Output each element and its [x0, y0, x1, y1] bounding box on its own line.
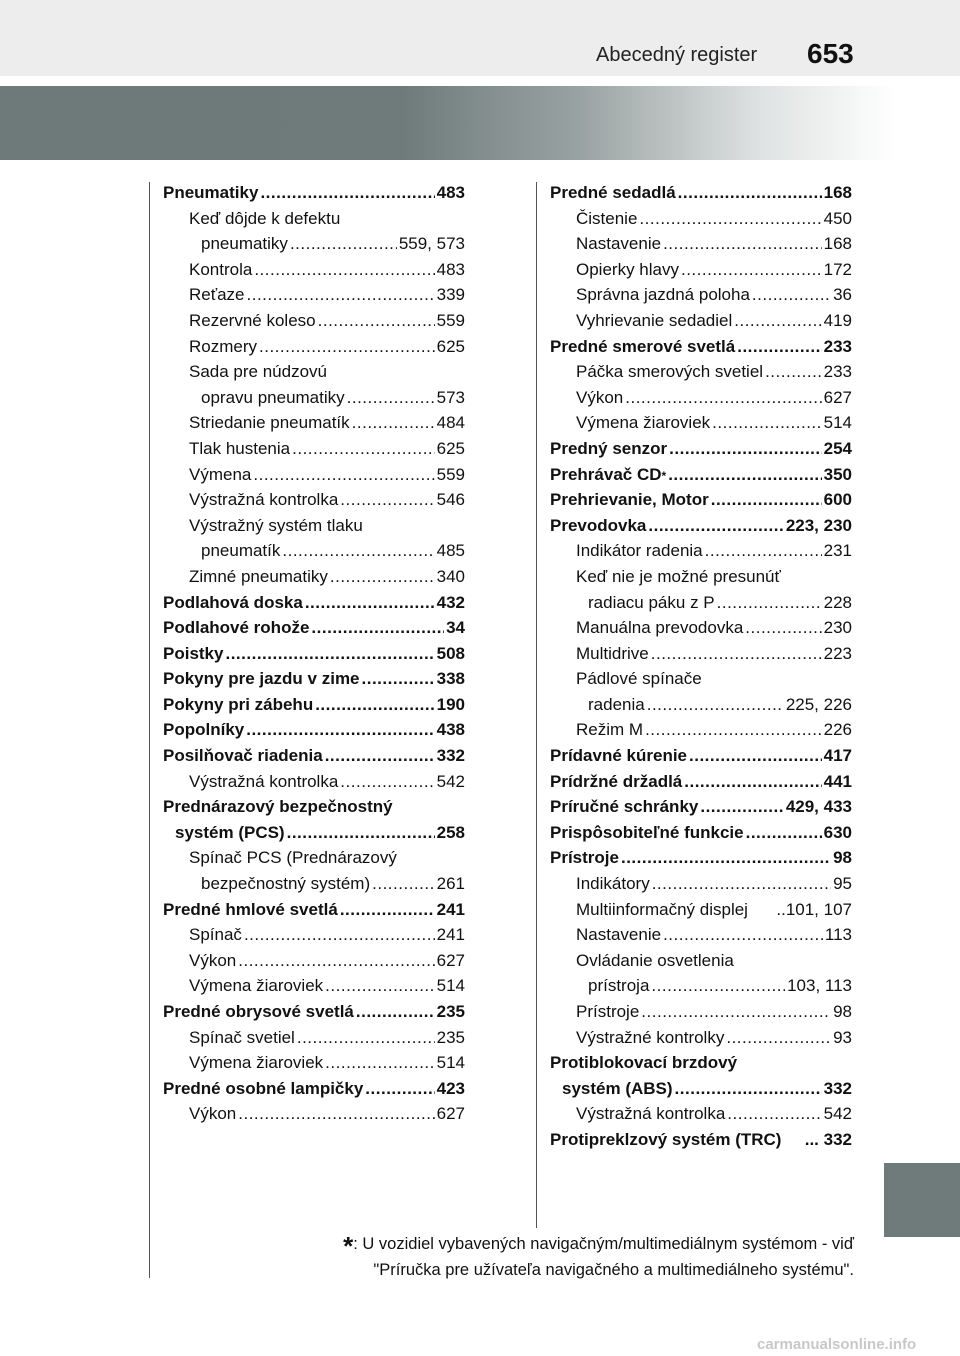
- index-entry: [550, 590, 852, 616]
- entry-page-refs[interactable]: 233: [823, 336, 852, 356]
- index-entry: [550, 845, 852, 871]
- entry-page-refs[interactable]: 559: [436, 464, 465, 484]
- dot-leader: [681, 257, 822, 283]
- entry-label: opravu pneumatiky: [201, 387, 345, 407]
- index-entry: [163, 692, 465, 718]
- index-entry: [163, 1101, 465, 1127]
- index-entry: [550, 897, 852, 923]
- index-entry: [163, 1076, 465, 1102]
- index-entry: [550, 180, 852, 206]
- index-entry: [550, 615, 852, 641]
- index-entry: [550, 1101, 852, 1127]
- index-entry: [163, 666, 465, 692]
- index-entry: [550, 410, 852, 436]
- entry-label: Výmena žiaroviek: [576, 413, 711, 433]
- dot-leader: [712, 410, 821, 436]
- index-entry: [550, 334, 852, 360]
- entry-label: Prehrávač CD: [550, 464, 662, 484]
- dot-leader: [652, 871, 831, 897]
- dot-leader: [315, 692, 434, 718]
- entry-label: Nastavenie: [576, 925, 662, 945]
- entry-page-refs[interactable]: 438: [436, 720, 465, 740]
- entry-label: Spínač PCS (Prednárazový: [189, 848, 397, 868]
- left-column-rule: [149, 182, 150, 1278]
- index-entry: [163, 308, 465, 334]
- entry-label: Pádlové spínače: [576, 669, 702, 689]
- index-entry: [163, 845, 465, 871]
- index-entry: [163, 334, 465, 360]
- index-entry: [163, 385, 465, 411]
- dot-leader: [292, 436, 435, 462]
- entry-page-refs[interactable]: ... 332: [804, 1129, 852, 1149]
- index-entry: [550, 692, 852, 718]
- entry-page-refs[interactable]: 172: [823, 259, 852, 279]
- dot-leader: [684, 769, 821, 795]
- entry-label: Multidrive: [576, 643, 649, 663]
- column-divider: [536, 182, 537, 1228]
- index-entry: [550, 206, 852, 232]
- dot-leader: [711, 487, 822, 513]
- entry-page-refs[interactable]: 190: [436, 694, 465, 714]
- entry-label: Striedanie pneumatík: [189, 413, 350, 433]
- index-entry: [163, 973, 465, 999]
- index-entry: [550, 513, 852, 539]
- entry-label: pneumatík: [201, 541, 281, 561]
- dot-leader: [297, 1025, 435, 1051]
- dot-leader: [705, 538, 822, 564]
- index-entry: [550, 462, 852, 488]
- entry-label: Nastavenie: [576, 234, 662, 254]
- entry-page-refs[interactable]: 630: [823, 822, 852, 842]
- footnote: [343, 1232, 854, 1282]
- index-entry: [163, 180, 465, 206]
- entry-page-refs[interactable]: 332: [823, 1078, 852, 1098]
- entry-page-refs[interactable]: 98: [833, 1002, 852, 1021]
- index-entry: [163, 1025, 465, 1051]
- entry-label: Rozmery: [189, 336, 258, 356]
- index-entry: [550, 436, 852, 462]
- entry-label: Predné smerové svetlá: [550, 336, 736, 356]
- entry-page-refs[interactable]: 542: [823, 1104, 852, 1124]
- entry-page-refs[interactable]: 241: [436, 899, 465, 919]
- entry-page-refs[interactable]: 484: [436, 413, 465, 433]
- entry-label: Manuálna prevodovka: [576, 618, 744, 638]
- dot-leader: [651, 973, 785, 999]
- entry-label: Posilňovač riadenia: [163, 746, 323, 766]
- dot-leader: [340, 769, 434, 795]
- entry-label: Prednárazový bezpečnostný: [163, 797, 393, 817]
- entry-label: Opierky hlavy: [576, 259, 679, 279]
- entry-page-refs[interactable]: 417: [823, 746, 852, 766]
- entry-page-refs[interactable]: 423: [436, 1078, 465, 1098]
- entry-label: Výkon: [189, 1104, 237, 1124]
- entry-label: Prevodovka: [550, 515, 647, 535]
- entry-label: Reťaze: [189, 285, 245, 305]
- entry-page-refs[interactable]: 514: [436, 976, 465, 996]
- entry-label: Výstražná kontrolka: [189, 490, 339, 510]
- entry-page-refs[interactable]: 625: [436, 336, 465, 356]
- dot-leader: [340, 897, 435, 923]
- entry-label: Prídavné kúrenie: [550, 746, 688, 766]
- index-entry: [163, 206, 465, 232]
- index-entry: [163, 948, 465, 974]
- dot-leader: [318, 308, 435, 334]
- dot-leader: [641, 999, 831, 1025]
- index-entry: [550, 999, 852, 1025]
- entry-label: Prístroje: [550, 848, 619, 868]
- index-entry: [550, 666, 852, 692]
- decorative-band: [0, 86, 895, 160]
- dot-leader: [290, 231, 397, 257]
- entry-label: systém (PCS): [175, 822, 285, 842]
- entry-label: Výmena žiaroviek: [189, 976, 324, 996]
- entry-page-refs[interactable]: 429, 433: [785, 797, 852, 817]
- index-entry: [550, 257, 852, 283]
- entry-page-refs[interactable]: 573: [436, 387, 465, 407]
- index-entry: [550, 1025, 852, 1051]
- entry-page-refs[interactable]: 168: [823, 183, 852, 202]
- dot-leader: [365, 1076, 434, 1102]
- entry-label: prístroja: [588, 976, 650, 996]
- footnote-line-2: "Príručka pre užívateľa navigačného a multimediálneho systému".: [373, 1261, 854, 1279]
- entry-page-refs[interactable]: 338: [436, 669, 465, 689]
- index-entry: [163, 897, 465, 923]
- entry-label: radiacu páku z P: [588, 592, 715, 612]
- entry-label: Páčka smerových svetiel: [576, 362, 764, 382]
- dot-leader: [668, 462, 821, 488]
- footnote-ref-marker: *: [661, 468, 667, 483]
- entry-label: Predné obrysové svetlá: [163, 1002, 354, 1021]
- entry-page-refs[interactable]: 98: [833, 848, 852, 868]
- entry-label: Indikátor radenia: [576, 541, 703, 561]
- entry-page-refs[interactable]: ..101, 107: [776, 899, 852, 919]
- entry-page-refs[interactable]: 332: [436, 746, 465, 766]
- entry-label: Výmena žiaroviek: [189, 1053, 324, 1073]
- dot-leader: [330, 564, 435, 590]
- entry-page-refs[interactable]: 450: [823, 208, 852, 228]
- entry-page-refs[interactable]: 36: [833, 285, 852, 305]
- dot-leader: [639, 206, 821, 232]
- dot-leader: [669, 436, 821, 462]
- dot-leader: [305, 590, 435, 616]
- index-entry: [163, 820, 465, 846]
- entry-page-refs[interactable]: 339: [436, 285, 465, 305]
- entry-label: Podlahová doska: [163, 592, 303, 612]
- entry-page-refs[interactable]: 432: [436, 592, 465, 612]
- index-entry: [163, 615, 465, 641]
- dot-leader: [311, 615, 444, 641]
- dot-leader: [700, 794, 783, 820]
- entry-label: Pokyny pre jazdu v zime: [163, 669, 360, 689]
- entry-page-refs[interactable]: 168: [823, 234, 852, 254]
- dot-leader: [225, 641, 434, 667]
- dot-leader: [647, 692, 784, 718]
- entry-page-refs[interactable]: 485: [436, 541, 465, 561]
- entry-page-refs[interactable]: 254: [823, 438, 852, 458]
- dot-leader: [287, 820, 435, 846]
- entry-page-refs[interactable]: 261: [436, 874, 465, 894]
- dot-leader: [325, 973, 434, 999]
- chapter-tab[interactable]: [884, 1163, 960, 1237]
- entry-page-refs[interactable]: 235: [436, 1027, 465, 1047]
- dot-leader: [244, 922, 435, 948]
- entry-page-refs[interactable]: 241: [436, 925, 465, 945]
- dot-leader: [352, 410, 435, 436]
- dot-leader: [737, 334, 821, 360]
- entry-label: Sada pre núdzovú: [189, 362, 327, 382]
- index-entry: [163, 436, 465, 462]
- index-entry: [163, 590, 465, 616]
- entry-label: Správna jazdná poloha: [576, 285, 750, 305]
- entry-label: Výstražná kontrolka: [189, 771, 339, 791]
- entry-label: Ovládanie osvetlenia: [576, 950, 734, 970]
- entry-label: bezpečnostný systém): [201, 874, 371, 894]
- entry-label: Kontrola: [189, 259, 253, 279]
- entry-page-refs[interactable]: 226: [823, 720, 852, 740]
- entry-page-refs[interactable]: 514: [436, 1053, 465, 1073]
- entry-page-refs[interactable]: 103, 113: [787, 976, 852, 996]
- dot-leader: [651, 641, 822, 667]
- index-entry: [163, 769, 465, 795]
- dot-leader: [347, 385, 435, 411]
- index-entry: [550, 359, 852, 385]
- index-entry: [550, 973, 852, 999]
- entry-page-refs[interactable]: 627: [436, 950, 465, 970]
- dot-leader: [325, 743, 435, 769]
- index-entry: [163, 282, 465, 308]
- dot-leader: [238, 1101, 434, 1127]
- index-entry: [163, 462, 465, 488]
- dot-leader: [356, 999, 435, 1025]
- entry-label: Poistky: [163, 643, 224, 663]
- entry-label: Zimné pneumatiky: [189, 566, 328, 586]
- index-entry: [550, 564, 852, 590]
- dot-leader: [752, 282, 831, 308]
- entry-label: Predné osobné lampičky: [163, 1078, 364, 1098]
- dot-leader: [663, 922, 823, 948]
- entry-page-refs[interactable]: 514: [823, 413, 852, 433]
- index-entry: [550, 231, 852, 257]
- index-entry: [550, 871, 852, 897]
- index-entry: [163, 999, 465, 1025]
- index-entry: [550, 1127, 852, 1153]
- entry-label: radenia: [588, 694, 645, 714]
- entry-page-refs[interactable]: 508: [436, 643, 465, 663]
- index-entry: [550, 1050, 852, 1076]
- entry-label: Výkon: [576, 387, 624, 407]
- index-entry: [163, 359, 465, 385]
- dot-leader: [648, 513, 783, 539]
- index-entry: [163, 641, 465, 667]
- entry-page-refs[interactable]: 223, 230: [785, 515, 852, 535]
- dot-leader: [625, 385, 821, 411]
- dot-leader: [372, 871, 434, 897]
- footnote-line-1: : U vozidiel vybavených navigačným/multimediálnym systémom - viď: [353, 1235, 854, 1253]
- entry-label: Predný senzor: [550, 438, 668, 458]
- index-column-right: [550, 180, 852, 1153]
- entry-label: Predné hmlové svetlá: [163, 899, 338, 919]
- index-entry: [550, 385, 852, 411]
- entry-label: Keď nie je možné presunúť: [576, 566, 781, 586]
- entry-page-refs[interactable]: 546: [436, 490, 465, 510]
- dot-leader: [340, 487, 434, 513]
- entry-page-refs[interactable]: 233: [823, 362, 852, 382]
- entry-page-refs[interactable]: 542: [436, 771, 465, 791]
- dot-leader: [247, 282, 435, 308]
- entry-page-refs[interactable]: 627: [436, 1104, 465, 1124]
- entry-label: Výstražné kontrolky: [576, 1027, 725, 1047]
- index-entry: [163, 257, 465, 283]
- index-entry: [550, 769, 852, 795]
- entry-label: Predné sedadlá: [550, 183, 676, 202]
- entry-page-refs[interactable]: 625: [436, 438, 465, 458]
- dot-leader: [260, 180, 434, 206]
- index-entry: [550, 282, 852, 308]
- entry-page-refs[interactable]: 235: [436, 1002, 465, 1021]
- entry-page-refs[interactable]: 230: [823, 618, 852, 638]
- entry-label: Popolníky: [163, 720, 245, 740]
- index-entry: [550, 308, 852, 334]
- index-entry: [550, 538, 852, 564]
- entry-page-refs[interactable]: 483: [436, 183, 465, 202]
- dot-leader: [246, 717, 434, 743]
- entry-label: Spínač: [189, 925, 242, 945]
- entry-page-refs[interactable]: 350: [823, 464, 852, 484]
- entry-label: Tlak hustenia: [189, 438, 291, 458]
- entry-page-refs[interactable]: 223: [823, 643, 852, 663]
- page-number: 653: [807, 38, 854, 69]
- entry-label: Multiinformačný displej: [576, 899, 748, 919]
- entry-label: Pneumatiky: [163, 183, 259, 202]
- entry-page-refs[interactable]: 228: [823, 592, 852, 612]
- entry-page-refs[interactable]: 559: [436, 310, 465, 330]
- index-entry: [163, 871, 465, 897]
- entry-page-refs[interactable]: 483: [436, 259, 465, 279]
- entry-page-refs[interactable]: 113: [824, 925, 852, 945]
- entry-page-refs[interactable]: 627: [823, 387, 852, 407]
- entry-page-refs[interactable]: 559, 573: [398, 234, 465, 254]
- index-column-left: [163, 180, 465, 1127]
- dot-leader: [362, 666, 435, 692]
- entry-label: Prehrievanie, Motor: [550, 490, 709, 510]
- index-entry: [163, 794, 465, 820]
- index-entry: [550, 641, 852, 667]
- entry-label: Keď dôjde k defektu: [189, 208, 341, 228]
- dot-leader: [675, 1076, 822, 1102]
- entry-page-refs[interactable]: 93: [833, 1027, 852, 1047]
- entry-label: Výmena: [189, 464, 252, 484]
- entry-label: Príručné schránky: [550, 797, 699, 817]
- dot-leader: [254, 257, 434, 283]
- entry-label: Pokyny pri zábehu: [163, 694, 314, 714]
- section-title: Abecedný register: [596, 44, 758, 66]
- index-entry: [163, 538, 465, 564]
- dot-leader: [745, 615, 821, 641]
- dot-leader: [746, 820, 822, 846]
- index-entry: [163, 513, 465, 539]
- dot-leader: [717, 590, 822, 616]
- entry-label: Prispôsobiteľné funkcie: [550, 822, 744, 842]
- index-entry: [550, 1076, 852, 1102]
- dot-leader: [645, 717, 822, 743]
- entry-label: Prístroje: [576, 1002, 640, 1021]
- dot-leader: [678, 180, 822, 206]
- entry-page-refs[interactable]: 419: [823, 310, 852, 330]
- dot-leader: [726, 1025, 831, 1051]
- entry-label: Podlahové rohože: [163, 618, 310, 638]
- dot-leader: [765, 359, 822, 385]
- entry-label: Výkon: [189, 950, 237, 970]
- index-entry: [550, 743, 852, 769]
- index-entry: [163, 743, 465, 769]
- entry-label: systém (ABS): [562, 1078, 673, 1098]
- dot-leader: [727, 1101, 821, 1127]
- entry-label: Indikátory: [576, 874, 650, 894]
- entry-label: Protipreklzový systém (TRC): [550, 1129, 782, 1149]
- dot-leader: [253, 462, 434, 488]
- entry-label: Vyhrievanie sedadiel: [576, 310, 733, 330]
- index-entry: [163, 487, 465, 513]
- dot-leader: [238, 948, 434, 974]
- dot-leader: [325, 1050, 434, 1076]
- entry-page-refs[interactable]: 340: [436, 566, 465, 586]
- entry-label: Spínač svetiel: [189, 1027, 295, 1047]
- entry-label: Protiblokovací brzdový: [550, 1053, 738, 1073]
- entry-label: pneumatiky: [201, 234, 288, 254]
- entry-page-refs[interactable]: 600: [823, 490, 852, 510]
- index-entry: [550, 487, 852, 513]
- entry-page-refs[interactable]: 231: [823, 541, 852, 561]
- index-entry: [550, 948, 852, 974]
- dot-leader: [282, 538, 434, 564]
- dot-leader: [663, 231, 822, 257]
- dot-leader: [621, 845, 831, 871]
- index-entry: [163, 717, 465, 743]
- footnote-marker: *: [343, 1231, 354, 1261]
- entry-label: Výstražná kontrolka: [576, 1104, 726, 1124]
- entry-page-refs[interactable]: 225, 226: [785, 694, 852, 714]
- dot-leader: [734, 308, 821, 334]
- entry-label: Prídržné držadlá: [550, 771, 683, 791]
- entry-label: Režim M: [576, 720, 644, 740]
- index-entry: [163, 410, 465, 436]
- entry-page-refs[interactable]: 34: [446, 618, 465, 638]
- entry-page-refs[interactable]: 258: [436, 822, 465, 842]
- index-entry: [550, 820, 852, 846]
- index-entry: [163, 922, 465, 948]
- dot-leader: [689, 743, 822, 769]
- index-entry: [550, 717, 852, 743]
- entry-label: Čistenie: [576, 208, 638, 228]
- entry-page-refs[interactable]: 95: [833, 874, 852, 894]
- index-entry: [163, 564, 465, 590]
- index-entry: [163, 1050, 465, 1076]
- entry-label: Rezervné koleso: [189, 310, 316, 330]
- index-entry: [550, 794, 852, 820]
- index-entry: [550, 922, 852, 948]
- entry-label: Výstražný systém tlaku: [189, 515, 363, 535]
- index-entry: [163, 231, 465, 257]
- entry-page-refs[interactable]: 441: [823, 771, 852, 791]
- watermark: carmanualsonline.info: [757, 1336, 917, 1353]
- dot-leader: [259, 334, 435, 360]
